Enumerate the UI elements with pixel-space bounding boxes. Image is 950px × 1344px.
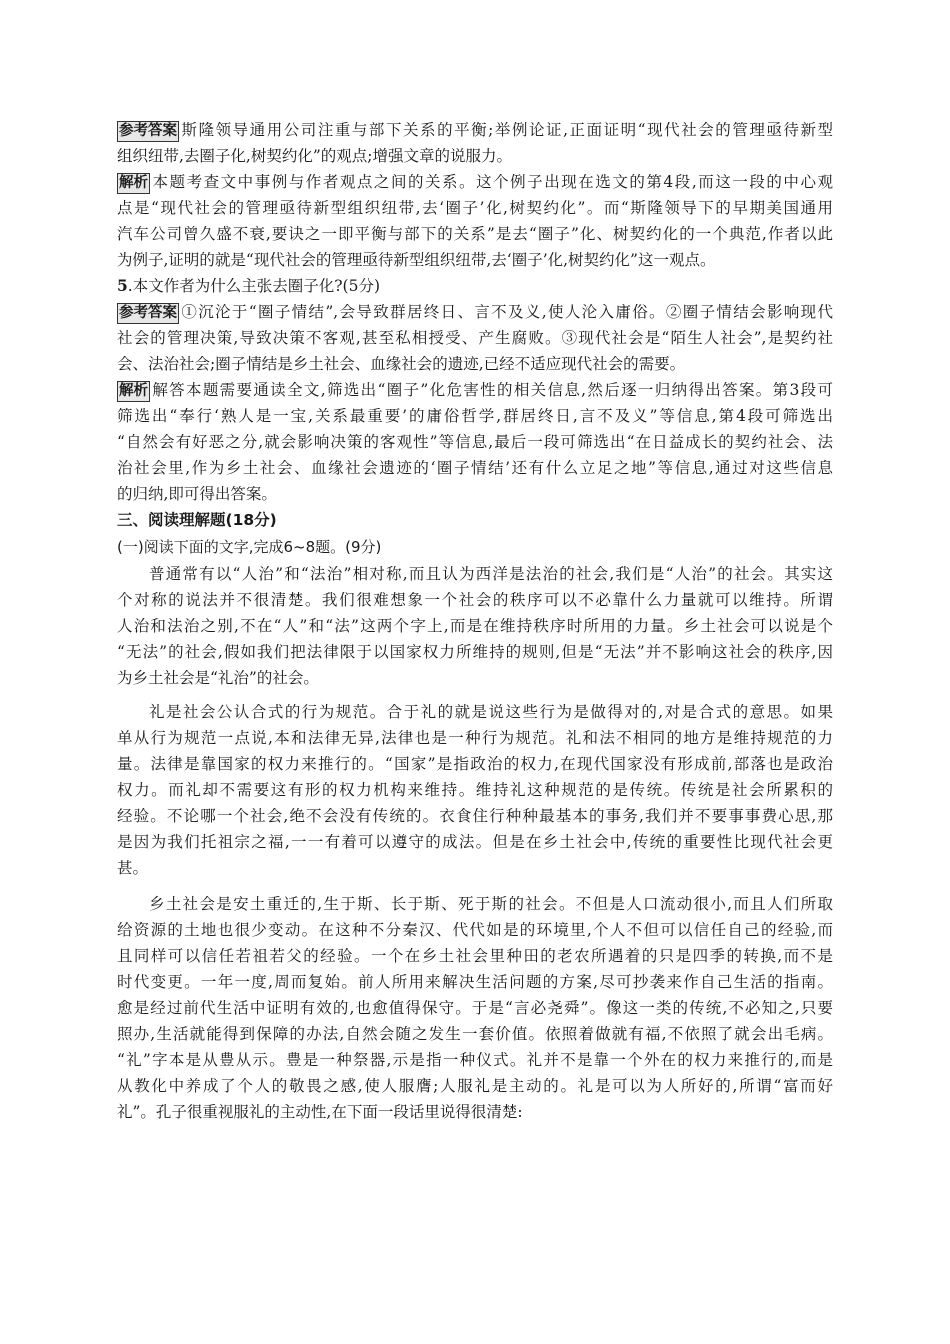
q5-question: 5.本文作者为什么主张去圈子化?(5分) bbox=[117, 276, 380, 295]
analysis-tag: 解析 bbox=[117, 381, 150, 402]
section-title: 三、阅读理解题(18分) bbox=[117, 511, 277, 529]
analysis-tag: 解析 bbox=[117, 173, 150, 194]
passage-p2-line-5: 经验。不论哪一个社会,绝不会没有传统的。衣食住行种种最基本的事务,我们并不要事事费心思,那 bbox=[117, 807, 833, 825]
passage-p1-line-3: 人治和法治之别,不在“人”和“法”这两个字上,而是在维持秩序时所用的力量。乡土社会可以说是个 bbox=[117, 617, 833, 635]
q5-analysis-line-5: 的归纳,即可得出答案。 bbox=[117, 485, 277, 503]
passage-p1-line-1: 普通常有以“人治”和“法治”相对称,而且认为西洋是法治的社会,我们是“人治”的社会。其实这 bbox=[149, 565, 833, 583]
answer-tag: 参考答案 bbox=[117, 303, 179, 324]
document-page bbox=[117, 117, 833, 1125]
q5-analysis-line-1: 解析 解答本题需要通读全文,筛选出“圈子”化危害性的相关信息,然后逐一归纳得出答案。第3段可 bbox=[117, 377, 833, 403]
q4-analysis-line-4: 为例子,证明的就是“现代社会的管理亟待新型组织纽带,去‘圈子’化,树契约化”这一观点。 bbox=[117, 251, 716, 269]
q4-analysis-line-2: 点是“现代社会的管理亟待新型组织纽带,去‘圈子’化,树契约化”。而“斯隆领导下的早期美国通用 bbox=[117, 199, 833, 217]
q5-analysis-line-4: 治社会里,作为乡土社会、血缘社会遗迹的‘圈子情结’还有什么立足之地”等信息,通过对这些信息 bbox=[117, 459, 833, 477]
passage-p2-line-2: 单从行为规范一点说,本和法律无异,法律也是一种行为规范。礼和法不相同的地方是维持规范的力 bbox=[117, 729, 833, 747]
passage-p3-line-7: “礼”字本是从豊从示。豊是一种祭器,示是指一种仪式。礼并不是靠一个外在的权力来推行的,而是 bbox=[117, 1051, 833, 1069]
q5-analysis-line-3: “自然会有好恶之分,就会影响决策的客观性”等信息,最后一段可筛选出“在日益成长的契约社会、法 bbox=[117, 433, 833, 451]
passage-p2-line-7: 甚。 bbox=[117, 859, 149, 877]
passage-p2-line-4: 权力。而礼却不需要这有形的权力机构来维持。维持礼这种规范的是传统。传统是社会所累积的 bbox=[117, 781, 833, 799]
passage-p3-line-1: 乡土社会是安土重迁的,生于斯、长于斯、死于斯的社会。不但是人口流动很小,而且人们所取 bbox=[149, 895, 833, 913]
q5-answer-line-1: 参考答案 ①沉沦于“圈子情结”,会导致群居终日、言不及义,使人沦入庸俗。②圈子情结会影响现代 bbox=[117, 299, 833, 325]
q5-analysis-line-2: 筛选出“奉行‘熟人是一宝,关系最重要’的庸俗哲学,群居终日,言不及义”等信息,第4段可筛选出 bbox=[117, 407, 833, 425]
passage-p3-line-2: 给资源的土地也很少变动。在这种不分秦汉、代代如是的环境里,个人不但可以信任自己的经验,而 bbox=[117, 921, 833, 939]
passage-p1-line-2: 个对称的说法并不很清楚。我们很难想象一个社会的秩序可以不必靠什么力量就可以维持。所谓 bbox=[117, 591, 833, 609]
answer-tag: 参考答案 bbox=[117, 121, 179, 142]
q5-answer-line-3: 会、法治社会;圈子情结是乡土社会、血缘社会的遗迹,已经不适应现代社会的需要。 bbox=[117, 355, 686, 373]
q4-analysis-line-3: 汽车公司曾久盛不衰,要诀之一即平衡与部下的关系”是去“圈子”化、树契约化的一个典范,作者以此 bbox=[117, 225, 833, 243]
section-subtitle: (一)阅读下面的文字,完成6~8题。(9分) bbox=[117, 538, 382, 556]
passage-p1-line-4: “无法”的社会,假如我们把法律限于以国家权力所维持的规则,但是“无法”并不影响这社会的秩序,因 bbox=[117, 643, 833, 661]
passage-p3-line-8: 从教化中养成了个人的敬畏之感,使人服膺;人服礼是主动的。礼是可以为人所好的,所谓“富而好 bbox=[117, 1077, 833, 1095]
question-number: 5 bbox=[117, 276, 128, 295]
passage-p3-line-3: 且同样可以信任若祖若父的经验。一个在乡土社会里种田的老农所遇着的只是四季的转换,而不是 bbox=[117, 947, 833, 965]
passage-p3-line-4: 时代变更。一年一度,周而复始。前人所用来解决生活问题的方案,尽可抄袭来作自己生活的指南。 bbox=[117, 973, 833, 991]
passage-p2-line-1: 礼是社会公认合式的行为规范。合于礼的就是说这些行为是做得对的,对是合式的意思。如果 bbox=[149, 703, 833, 721]
passage-p1-line-5: 为乡土社会是“礼治”的社会。 bbox=[117, 669, 319, 687]
passage-p3-line-9: 礼”。孔子很重视服礼的主动性,在下面一段话里说得很清楚: bbox=[117, 1103, 523, 1121]
passage-p3-line-5: 愈是经过前代生活中证明有效的,也愈值得保守。于是“言必尧舜”。像这一类的传统,不必知之,只要 bbox=[117, 999, 833, 1017]
q4-answer-line-1: 参考答案 斯隆领导通用公司注重与部下关系的平衡;举例论证,正面证明“现代社会的管理亟待新型 bbox=[117, 117, 833, 143]
passage-p3-line-6: 照办,生活就能得到保障的办法,自然会随之发生一套价值。依照着做就有福,不依照了就会出毛病。 bbox=[117, 1025, 833, 1043]
q5-answer-line-2: 社会的管理决策,导致决策不客观,甚至私相授受、产生腐败。③现代社会是“陌生人社会”,是契约社 bbox=[117, 329, 833, 347]
passage-p2-line-6: 是因为我们托祖宗之福,一一有着可以遵守的成法。但是在乡土社会中,传统的重要性比现代社会更 bbox=[117, 833, 833, 851]
passage-p2-line-3: 量。法律是靠国家的权力来推行的。“国家”是指政治的权力,在现代国家没有形成前,部落也是政治 bbox=[117, 755, 833, 773]
q4-analysis-line-1: 解析 本题考查文中事例与作者观点之间的关系。这个例子出现在选文的第4段,而这一段的中心观 bbox=[117, 169, 833, 195]
q4-answer-line-2: 组织纽带,去圈子化,树契约化”的观点;增强文章的说服力。 bbox=[117, 147, 513, 165]
